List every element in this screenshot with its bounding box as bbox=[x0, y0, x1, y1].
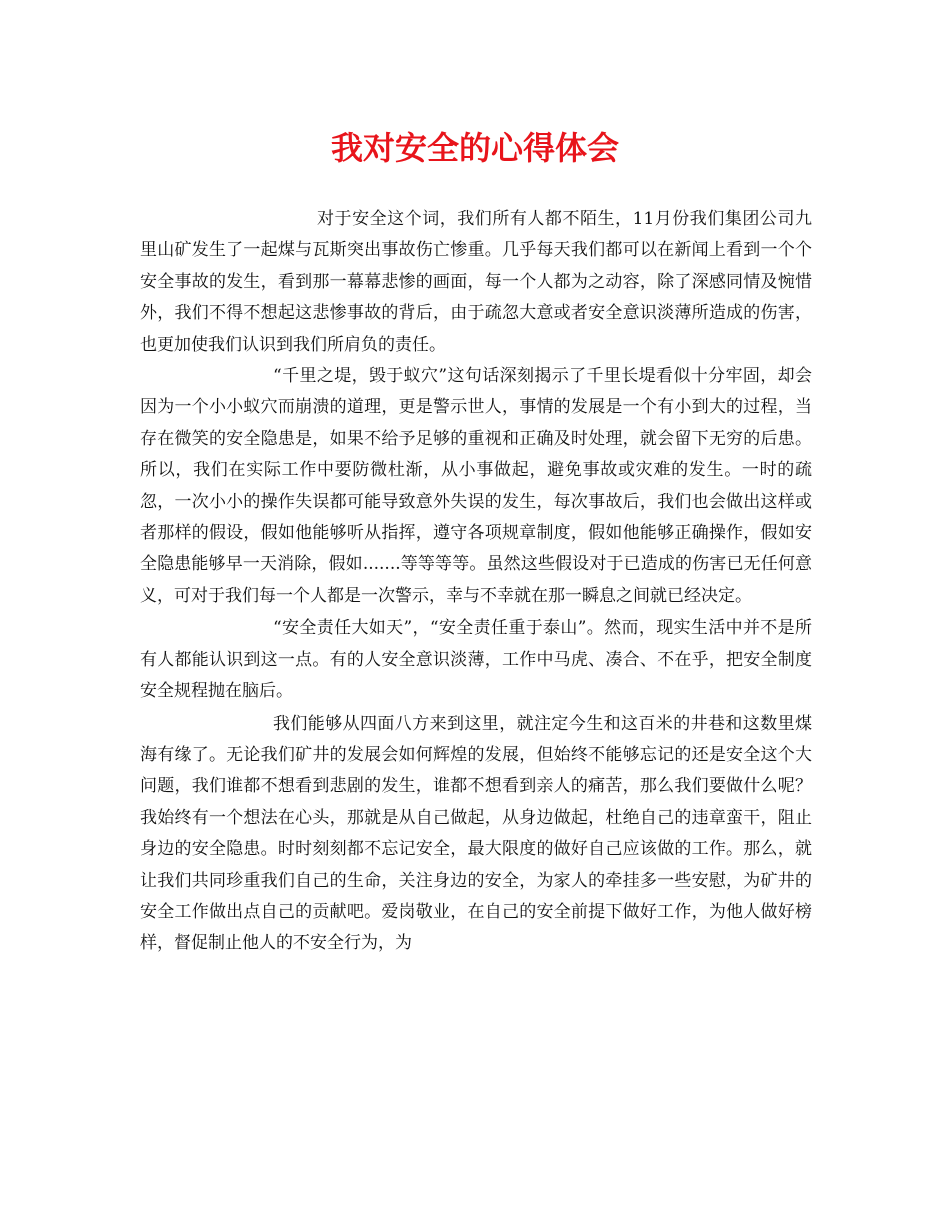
document-title: 我对安全的心得体会 bbox=[330, 129, 619, 167]
document-body bbox=[140, 204, 812, 960]
paragraph-2: “千里之堤，毁于蚁穴”这句话深刻揭示了千里长堤看似十分牢固，却会因为一个小小蚁穴而崩溃的道理，更是警示世人，事情的发展是一个有小到大的过程，当存在微笑的安全隐患是，如果不给予足够的重视和正确及时处理，就会留下无穷的后患。所以，我们在实际工作中要防微杜渐，从小事做起，避免事故或灾难的发生。一时的疏忽，一次小小的操作失误都可能导致意外失误的发生，每次事故后，我们也会做出这样或者那样的假设，假如他能够听从指挥，遵守各项规章制度，假如他能够正确操作，假如安全隐患能够早一天消除，假如.......等等等等。虽然这些假设对于已造成的伤害已无任何意义，可对于我们每一个人都是一次警示，幸与不幸就在那一瞬息之间就已经决定。 bbox=[140, 366, 812, 606]
paragraph-4: 我们能够从四面八方来到这里，就注定今生和这百米的井巷和这数里煤海有缘了。无论我们矿井的发展会如何辉煌的发展，但始终不能够忘记的还是安全这个大问题，我们谁都不想看到悲剧的发生，谁都不想看到亲人的痛苦，那么我们要做什么呢？我始终有一个想法在心头，那就是从自己做起，从身边做起，杜绝自己的违章蛮干，阻止身边的安全隐患。时时刻刻都不忘记安全，最大限度的做好自己应该做的工作。那么，就让我们共同珍重我们自己的生命，关注身边的安全，为家人的牵挂多一些安慰，为矿井的安全工作做出点自己的贡献吧。爱岗敬业，在自己的安全前提下做好工作，为他人做好榜样，督促制止他人的不安全行为，为 bbox=[140, 713, 812, 954]
paragraph-1: 对于安全这个词，我们所有人都不陌生，11月份我们集团公司九里山矿发生了一起煤与瓦斯突出事故伤亡惨重。几乎每天我们都可以在新闻上看到一个个安全事故的发生，看到那一幕幕悲惨的画面，每一个人都为之动容，除了深感同情及惋惜外，我们不得不想起这悲惨事故的背后，由于疏忽大意或者安全意识淡薄所造成的伤害，也更加使我们认识到我们所肩负的责任。 bbox=[140, 209, 812, 355]
paragraph-3: “安全责任大如天”，“安全责任重于泰山”。然而，现实生活中并不是所有人都能认识到这一点。有的人安全意识淡薄，工作中马虎、凑合、不在乎，把安全制度安全规程抛在脑后。 bbox=[140, 618, 812, 702]
